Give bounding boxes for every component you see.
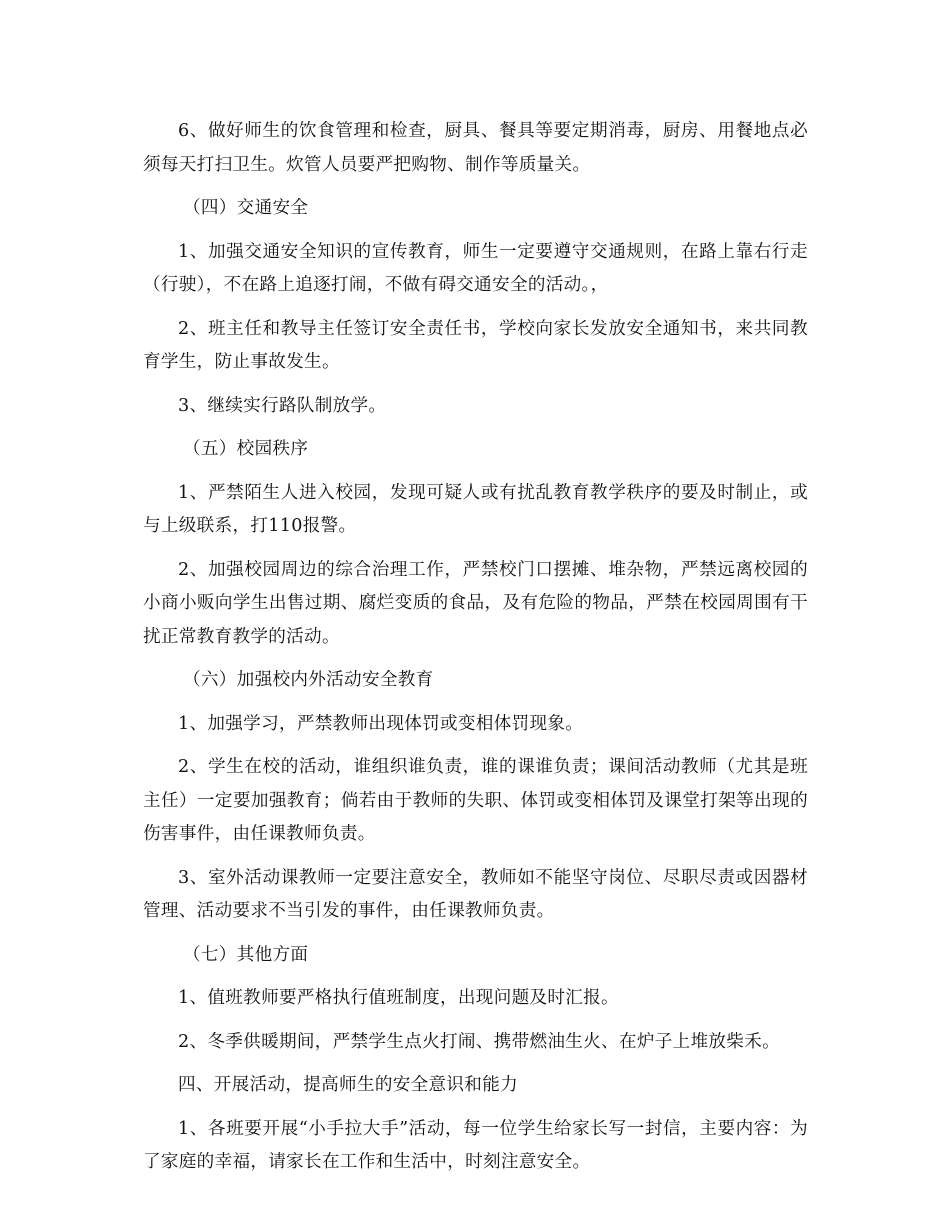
section-heading-campus-order: （五）校园秩序	[183, 439, 309, 459]
section-heading-other: （七）其他方面	[183, 944, 309, 965]
paragraph-other-2: 2、冬季供暖期间，严禁学生点火打闹、携带燃油生火、在炉子上堆放柴禾。	[178, 1031, 780, 1052]
paragraph-activity-1: 1、加强学习，严禁教师出现体罚或变相体罚现象。	[178, 713, 584, 734]
paragraph-traffic-3: 3、继续实行路队制放学。	[178, 395, 387, 416]
paragraph-campus-2: 2、加强校园周边的综合治理工作，严禁校门口摆摊、堆杂物，严禁远离校园的小商小贩向学生出售过期、腐烂变质的食品，及有危险的物品，严禁在校园周围有干扰正常教育教学的活动。	[143, 559, 808, 647]
paragraph-activities-1: 1、各班要开展“小手拉大手”活动，每一位学生给家长写一封信，主要内容：为了家庭的幸福，请家长在工作和生活中，时刻注意安全。	[143, 1118, 808, 1172]
paragraph-campus-1: 1、严禁陌生人进入校园，发现可疑人或有扰乱教育教学秩序的要及时制止，或与上级联系，打110报警。	[143, 482, 808, 536]
document-page	[143, 115, 808, 1180]
section-heading-traffic-safety: （四）交通安全	[183, 198, 309, 218]
paragraph-item-6: 6、做好师生的饮食管理和检查，厨具、餐具等要定期消毒，厨房、用餐地点必须每天打扫卫生。炊管人员要严把购物、制作等质量关。	[143, 121, 808, 175]
paragraph-activity-3: 3、室外活动课教师一定要注意安全，教师如不能坚守岗位、尽职尽责或因器材管理、活动要求不当引发的事件，由任课教师负责。	[143, 867, 808, 921]
paragraph-activity-2: 2、学生在校的活动，谁组织谁负责，谁的课谁负责；课间活动教师（尤其是班主任）一定要加强教育；倘若由于教师的失职、体罚或变相体罚及课堂打架等出现的伤害事件，由任课教师负责。	[143, 757, 808, 844]
paragraph-traffic-1: 1、加强交通安全知识的宣传教育，师生一定要遵守交通规则，在路上靠右行走（行驶），不在路上追逐打闹，不做有碍交通安全的活动。，	[143, 241, 808, 295]
paragraph-other-1: 1、值班教师要严格执行值班制度，出现问题及时汇报。	[178, 988, 619, 1008]
section-heading-activities: 四、开展活动，提高师生的安全意识和能力	[178, 1075, 518, 1095]
section-heading-activity-safety: （六）加强校内外活动安全教育	[183, 670, 434, 690]
paragraph-traffic-2: 2、班主任和教导主任签订安全责任书，学校向家长发放安全通知书，来共同教育学生，防止事故发生。	[143, 318, 808, 372]
